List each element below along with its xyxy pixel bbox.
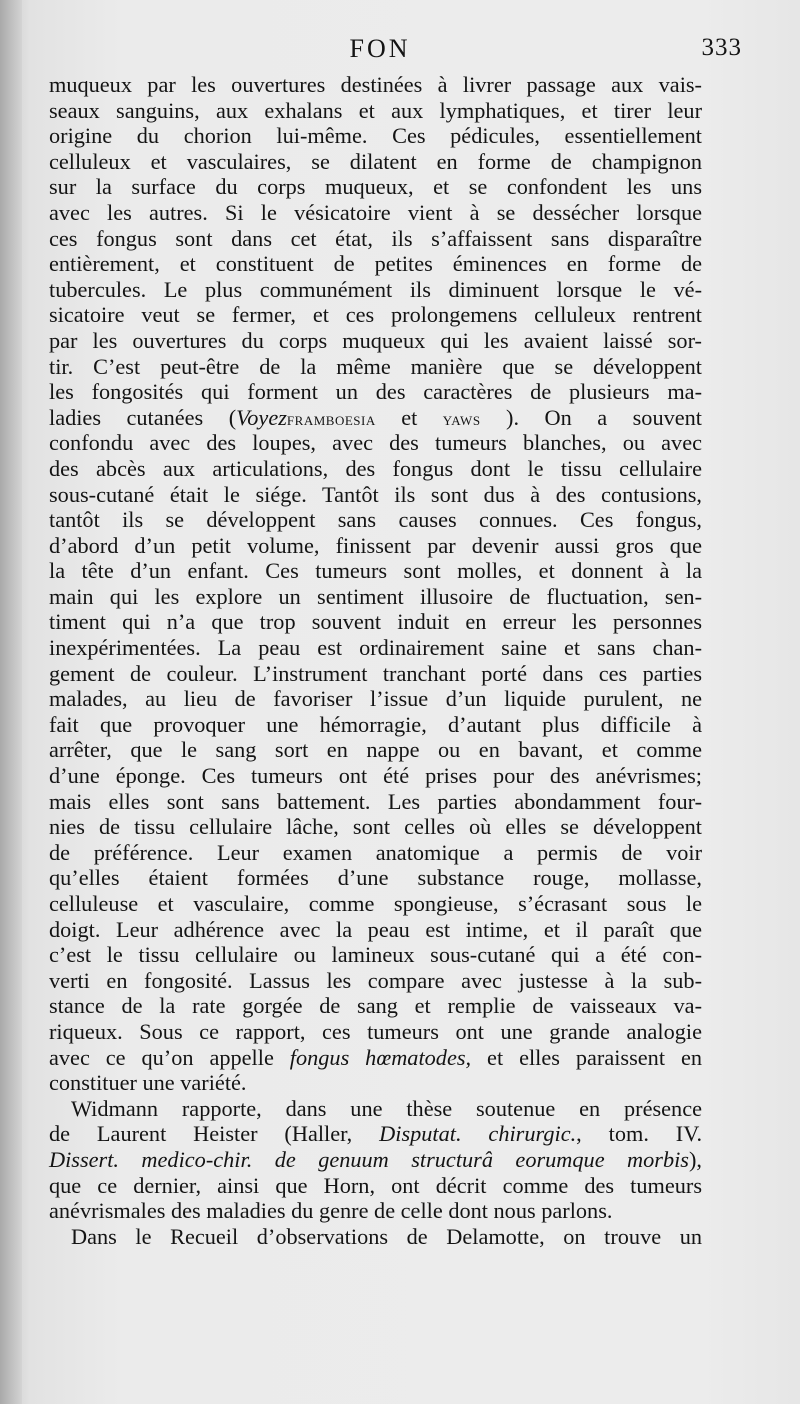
text-run: timent qui n’a que trop souvent induit en erreur les personnes bbox=[49, 609, 702, 635]
text-line bbox=[49, 865, 702, 891]
body-text bbox=[49, 72, 702, 1249]
text-run: qu’elles étaient formées d’une substance rouge, mollasse, bbox=[49, 865, 702, 891]
text-line bbox=[49, 558, 702, 584]
text-run: la tête d’un enfant. Ces tumeurs sont molles, et donnent à la bbox=[49, 558, 702, 584]
text-line bbox=[49, 354, 702, 380]
text-line bbox=[49, 174, 702, 200]
text-line bbox=[49, 1198, 702, 1224]
text-run: entièrement, et constituent de petites éminences en forme de bbox=[49, 251, 702, 277]
text-line bbox=[49, 149, 702, 175]
text-run: avec ce qu’on appelle bbox=[49, 1044, 290, 1070]
text-run: muqueux par les ouvertures destinées à livrer passage aux vais- bbox=[49, 72, 702, 97]
text-line bbox=[49, 98, 702, 124]
text-line bbox=[49, 482, 702, 508]
italic-text: Disputat. chirurgic. bbox=[379, 1121, 577, 1147]
text-run: malades, au lieu de favoriser l’issue d’un liquide purulent, ne bbox=[49, 686, 702, 712]
text-line bbox=[49, 712, 702, 738]
text-run: arrêter, que le sang sort en nappe ou en bavant, et comme bbox=[49, 737, 702, 763]
text-run: origine du chorion lui-même. Ces pédicules, essentiellement bbox=[49, 123, 702, 149]
text-line bbox=[49, 379, 702, 405]
text-run: tubercules. Le plus communément ils diminuent lorsque le vé- bbox=[49, 276, 702, 302]
text-line bbox=[49, 72, 702, 98]
text-run: et elles paraissent en bbox=[471, 1044, 703, 1070]
page-gutter bbox=[0, 0, 22, 1404]
text-run: de préférence. Leur examen anatomique a permis de voir bbox=[49, 839, 702, 865]
text-line bbox=[49, 226, 702, 252]
text-run: et bbox=[375, 404, 443, 430]
text-run: d’abord d’un petit volume, finissent par devenir aussi gros que bbox=[49, 532, 702, 558]
text-line bbox=[49, 1173, 702, 1199]
text-line bbox=[49, 507, 702, 533]
text-run: ). On a souvent bbox=[480, 404, 702, 430]
small-caps-text: yaws bbox=[442, 408, 481, 429]
text-run: fait que provoquer une hémorragie, d’autant plus difficile à bbox=[49, 711, 702, 737]
text-line bbox=[49, 609, 702, 635]
text-line bbox=[49, 456, 702, 482]
text-run: Dans le Recueil d’observations de Delamotte, on trouve un bbox=[71, 1223, 702, 1249]
text-line bbox=[49, 635, 702, 661]
text-run: stance de la rate gorgée de sang et remplie de vaisseaux va- bbox=[49, 993, 702, 1019]
text-line bbox=[49, 584, 702, 610]
text-line bbox=[49, 942, 702, 968]
text-run: gement de couleur. L’instrument tranchant porté dans ces parties bbox=[49, 660, 702, 686]
text-line bbox=[49, 1070, 702, 1096]
text-line bbox=[49, 1045, 702, 1071]
text-line bbox=[49, 686, 702, 712]
italic-text: Dissert. medico-chir. de genuum structurâ eorumque morbis bbox=[49, 1146, 689, 1172]
text-run: par les ouvertures du corps muqueux qui les avaient laissé sor- bbox=[49, 327, 702, 353]
text-line bbox=[49, 917, 702, 943]
text-run: celluleux et vasculaires, se dilatent en forme de champignon bbox=[49, 148, 702, 174]
text-line bbox=[49, 277, 702, 303]
text-line bbox=[49, 968, 702, 994]
text-line bbox=[49, 737, 702, 763]
text-line bbox=[49, 200, 702, 226]
text-line bbox=[49, 405, 702, 431]
text-line bbox=[49, 840, 702, 866]
text-run: sicatoire veut se fermer, et ces prolongemens celluleux rentrent bbox=[49, 302, 702, 328]
text-line bbox=[49, 1121, 702, 1147]
text-line bbox=[49, 251, 702, 277]
text-run: main qui les explore un sentiment illusoire de fluctuation, sen- bbox=[49, 583, 702, 609]
text-run: constituer une variété. bbox=[49, 1070, 247, 1096]
running-title: FON bbox=[349, 34, 411, 63]
text-run: confondu avec des loupes, avec des tumeurs blanches, ou avec bbox=[49, 430, 702, 456]
text-run: ces fongus sont dans cet état, ils s’affaissent sans disparaître bbox=[49, 225, 702, 251]
text-line bbox=[49, 814, 702, 840]
text-line bbox=[49, 1147, 702, 1173]
text-line bbox=[49, 993, 702, 1019]
text-line bbox=[49, 328, 702, 354]
text-run: tantôt ils se développent sans causes connues. Ces fongus, bbox=[49, 507, 702, 533]
text-run: d’une éponge. Ces tumeurs ont été prises pour des anévrismes; bbox=[49, 763, 702, 789]
text-run: avec les autres. Si le vésicatoire vient à se dessécher lorsque bbox=[49, 199, 702, 225]
text-run: sur la surface du corps muqueux, et se confondent les uns bbox=[49, 174, 702, 200]
text-run: des abcès aux articulations, des fongus dont le tissu cellulaire bbox=[49, 455, 702, 481]
text-line bbox=[49, 302, 702, 328]
small-caps-text: framboesia bbox=[286, 408, 376, 429]
text-line bbox=[49, 533, 702, 559]
text-run: anévrismales des maladies du genre de celle dont nous parlons. bbox=[49, 1198, 613, 1224]
text-run: , tom. IV. bbox=[576, 1121, 703, 1147]
text-run: verti en fongosité. Lassus les compare avec justesse à la sub- bbox=[49, 967, 702, 993]
text-run: doigt. Leur adhérence avec la peau est intime, et il paraît que bbox=[49, 916, 702, 942]
text-run: ladies cutanées ( bbox=[49, 404, 237, 430]
text-line bbox=[49, 1224, 702, 1250]
text-line bbox=[49, 789, 702, 815]
italic-text: Voyez bbox=[236, 404, 287, 430]
italic-text: fongus hœmatodes, bbox=[289, 1044, 472, 1070]
text-run: c’est le tissu cellulaire ou lamineux sous-cutané qui a été con- bbox=[49, 942, 702, 968]
text-run: que ce dernier, ainsi que Horn, ont décrit comme des tumeurs bbox=[49, 1172, 702, 1198]
text-line bbox=[49, 763, 702, 789]
text-run: tir. C’est peut-être de la même manière que se développent bbox=[49, 353, 702, 379]
text-run: les fongosités qui forment un des caractères de plusieurs ma- bbox=[49, 379, 702, 405]
page-number: 333 bbox=[701, 34, 742, 61]
text-run: inexpérimentées. La peau est ordinairement saine et sans chan- bbox=[49, 635, 702, 661]
text-run: seaux sanguins, aux exhalans et aux lymphatiques, et tirer leur bbox=[49, 97, 702, 123]
text-line bbox=[49, 430, 702, 456]
text-run: celluleuse et vasculaire, comme spongieuse, s’écrasant sous le bbox=[49, 891, 702, 916]
text-run: riqueux. Sous ce rapport, ces tumeurs ont une grande analogie bbox=[49, 1018, 702, 1044]
text-run: Widmann rapporte, dans une thèse soutenue en présence bbox=[71, 1095, 702, 1121]
text-line bbox=[49, 661, 702, 687]
text-line bbox=[49, 1019, 702, 1045]
text-run: sous-cutané était le siége. Tantôt ils sont dus à des contusions, bbox=[49, 481, 702, 507]
text-run: mais elles sont sans battement. Les parties abondamment four- bbox=[49, 788, 702, 814]
text-run: de Laurent Heister (Haller, bbox=[49, 1121, 380, 1147]
text-line bbox=[49, 123, 702, 149]
text-line bbox=[49, 891, 702, 917]
text-run: ), bbox=[689, 1146, 702, 1172]
text-run: nies de tissu cellulaire lâche, sont celles où elles se développent bbox=[49, 814, 702, 840]
running-head bbox=[50, 32, 742, 66]
text-line bbox=[49, 1096, 702, 1122]
